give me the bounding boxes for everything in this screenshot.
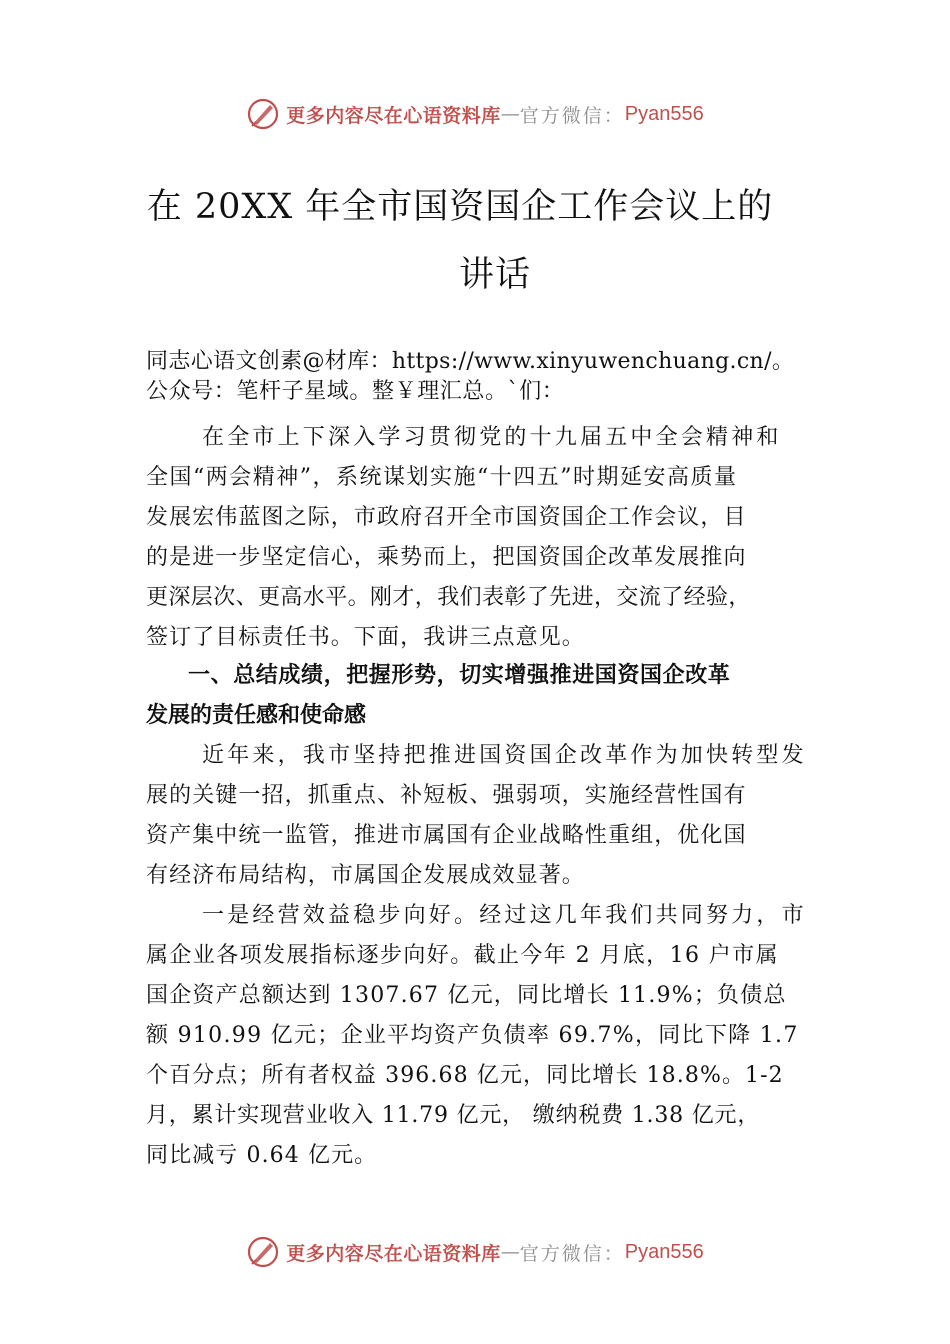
document-title-line-1: 在 20XX 年全市国资国企工作会议上的 bbox=[146, 187, 774, 227]
para3-line-5: 个百分点；所有者权益 396.68 亿元，同比增长 18.8%。1-2 bbox=[146, 1063, 784, 1088]
para3-line-4: 额 910.99 亿元；企业平均资产负债率 69.7%，同比下降 1.7 bbox=[146, 1023, 799, 1048]
para1-line-3: 发展宏伟蓝图之际，市政府召开全市国资国企工作会议，目 bbox=[146, 505, 747, 530]
document-title-line-2: 讲话 bbox=[458, 255, 531, 295]
para1-line-1: 在全市上下深入学习贯彻党的十九届五中全会精神和 bbox=[202, 425, 782, 450]
header-banner bbox=[0, 94, 950, 134]
banner-separator: — bbox=[500, 103, 520, 125]
para2-line-2: 展的关键一招，抓重点、补短板、强弱项，实施经营性国有 bbox=[146, 783, 747, 808]
quill-pen-logo-icon bbox=[246, 1235, 280, 1269]
para3-line-3: 国企资产总额达到 1307.67 亿元，同比增长 11.9%；负债总 bbox=[146, 983, 787, 1008]
para1-line-4: 的是进一步坚定信心，乘势而上，把国资国企改革发展推向 bbox=[146, 545, 747, 570]
footer-banner bbox=[0, 1232, 950, 1272]
para2-line-3: 资产集中统一监管，推进市属国有企业战略性重组，优化国 bbox=[146, 823, 747, 848]
banner-wechat-id: Pyan556 bbox=[624, 1240, 704, 1263]
banner-wechat-label: 官方微信： bbox=[519, 104, 625, 127]
para1-line-6: 签订了目标责任书。下面，我讲三点意见。 bbox=[146, 625, 585, 650]
intro-line-2: 公众号：笔杆子星域。整￥理汇总。`们： bbox=[146, 379, 565, 404]
para2-line-1: 近年来，我市坚持把推进国资国企改革作为加快转型发 bbox=[202, 743, 807, 768]
para3-line-2: 属企业各项发展指标逐步向好。截止今年 2 月底，16 户市属 bbox=[146, 943, 779, 968]
section-heading-1-line-2: 发展的责任感和使命感 bbox=[146, 703, 367, 728]
intro-line-1: 同志心语文创素@材库：https://www.xinyuwenchuang.cn/。 bbox=[146, 349, 795, 374]
para1-line-2: 全国“两会精神”，系统谋划实施“十四五”时期延安高质量 bbox=[146, 465, 738, 490]
para1-line-5: 更深层次、更高水平。刚才，我们表彰了先进，交流了经验， bbox=[146, 585, 751, 610]
para3-line-7: 同比减亏 0.64 亿元。 bbox=[146, 1143, 378, 1168]
banner-library-text: 更多内容尽在心语资料库 bbox=[286, 1242, 501, 1265]
quill-pen-logo-icon bbox=[246, 97, 280, 131]
banner-library-text: 更多内容尽在心语资料库 bbox=[286, 104, 501, 127]
section-heading-1-line-1: 一、总结成绩，把握形势，切实增强推进国资国企改革 bbox=[188, 663, 731, 688]
para2-line-4: 有经济布局结构，市属国企发展成效显著。 bbox=[146, 863, 585, 888]
banner-separator: — bbox=[500, 1241, 520, 1263]
para3-line-1: 一是经营效益稳步向好。经过这几年我们共同努力，市 bbox=[202, 903, 807, 928]
para3-line-6: 月，累计实现营业收入 11.79 亿元， 缴纳税费 1.38 亿元， bbox=[146, 1103, 761, 1128]
banner-wechat-label: 官方微信： bbox=[519, 1242, 625, 1265]
banner-wechat-id: Pyan556 bbox=[624, 102, 704, 125]
